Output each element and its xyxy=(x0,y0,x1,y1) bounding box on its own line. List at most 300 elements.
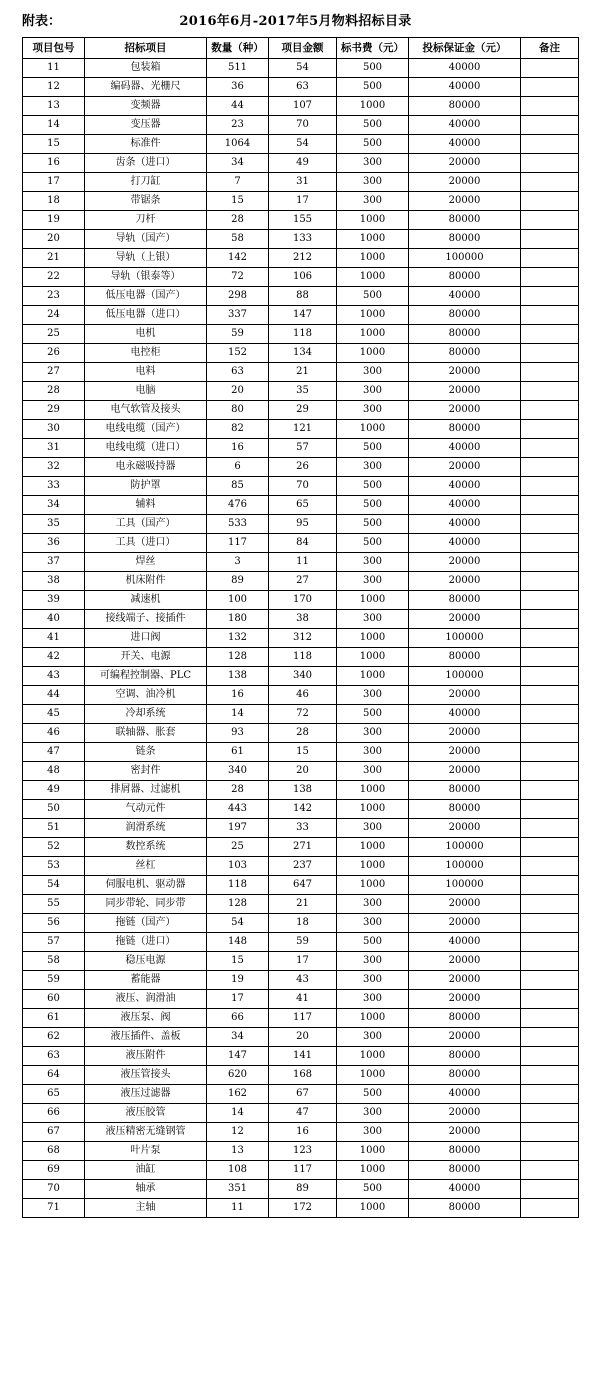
cell-remarks xyxy=(521,154,579,173)
cell-remarks xyxy=(521,439,579,458)
cell-doc-fee: 500 xyxy=(337,1180,409,1199)
table-row xyxy=(23,762,579,781)
cell-deposit: 80000 xyxy=(409,1161,521,1180)
cell-doc-fee: 1000 xyxy=(337,420,409,439)
cell-deposit: 80000 xyxy=(409,344,521,363)
cell-package-no: 20 xyxy=(23,230,85,249)
cell-deposit: 40000 xyxy=(409,515,521,534)
cell-quantity: 337 xyxy=(207,306,269,325)
cell-deposit: 20000 xyxy=(409,1123,521,1142)
cell-remarks xyxy=(521,1104,579,1123)
cell-item-name: 低压电器（进口） xyxy=(85,306,207,325)
cell-item-name: 蓄能器 xyxy=(85,971,207,990)
cell-doc-fee: 1000 xyxy=(337,97,409,116)
cell-doc-fee: 300 xyxy=(337,914,409,933)
cell-amount: 312 xyxy=(269,629,337,648)
cell-deposit: 80000 xyxy=(409,1199,521,1218)
cell-quantity: 17 xyxy=(207,990,269,1009)
cell-remarks xyxy=(521,97,579,116)
cell-remarks xyxy=(521,743,579,762)
cell-deposit: 40000 xyxy=(409,933,521,952)
cell-amount: 43 xyxy=(269,971,337,990)
cell-doc-fee: 300 xyxy=(337,1028,409,1047)
cell-quantity: 19 xyxy=(207,971,269,990)
cell-doc-fee: 500 xyxy=(337,477,409,496)
table-row xyxy=(23,553,579,572)
cell-deposit: 80000 xyxy=(409,591,521,610)
cell-deposit: 20000 xyxy=(409,724,521,743)
cell-remarks xyxy=(521,211,579,230)
cell-item-name: 液压附件 xyxy=(85,1047,207,1066)
cell-doc-fee: 1000 xyxy=(337,876,409,895)
cell-doc-fee: 1000 xyxy=(337,1199,409,1218)
cell-amount: 70 xyxy=(269,477,337,496)
cell-package-no: 59 xyxy=(23,971,85,990)
cell-remarks xyxy=(521,173,579,192)
cell-deposit: 20000 xyxy=(409,173,521,192)
cell-remarks xyxy=(521,591,579,610)
cell-item-name: 稳压电源 xyxy=(85,952,207,971)
cell-amount: 17 xyxy=(269,952,337,971)
cell-doc-fee: 300 xyxy=(337,762,409,781)
tender-catalog-table xyxy=(22,37,579,1218)
cell-package-no: 34 xyxy=(23,496,85,515)
cell-amount: 65 xyxy=(269,496,337,515)
table-row xyxy=(23,382,579,401)
cell-item-name: 丝杠 xyxy=(85,857,207,876)
table-row xyxy=(23,420,579,439)
table-row xyxy=(23,325,579,344)
cell-amount: 59 xyxy=(269,933,337,952)
cell-item-name: 油缸 xyxy=(85,1161,207,1180)
cell-remarks xyxy=(521,1199,579,1218)
table-row xyxy=(23,629,579,648)
cell-package-no: 26 xyxy=(23,344,85,363)
cell-amount: 237 xyxy=(269,857,337,876)
cell-quantity: 128 xyxy=(207,648,269,667)
cell-package-no: 38 xyxy=(23,572,85,591)
cell-remarks xyxy=(521,762,579,781)
cell-quantity: 28 xyxy=(207,211,269,230)
cell-item-name: 进口阀 xyxy=(85,629,207,648)
cell-deposit: 20000 xyxy=(409,1104,521,1123)
cell-doc-fee: 1000 xyxy=(337,648,409,667)
cell-deposit: 40000 xyxy=(409,287,521,306)
cell-amount: 118 xyxy=(269,648,337,667)
cell-remarks xyxy=(521,667,579,686)
cell-deposit: 20000 xyxy=(409,553,521,572)
table-row xyxy=(23,154,579,173)
cell-item-name: 叶片泵 xyxy=(85,1142,207,1161)
cell-amount: 271 xyxy=(269,838,337,857)
table-row xyxy=(23,1028,579,1047)
cell-item-name: 导轨（银泰等） xyxy=(85,268,207,287)
cell-doc-fee: 1000 xyxy=(337,230,409,249)
cell-remarks xyxy=(521,705,579,724)
cell-item-name: 液压精密无缝钢管 xyxy=(85,1123,207,1142)
cell-package-no: 52 xyxy=(23,838,85,857)
cell-amount: 29 xyxy=(269,401,337,420)
cell-deposit: 40000 xyxy=(409,705,521,724)
cell-amount: 133 xyxy=(269,230,337,249)
cell-deposit: 20000 xyxy=(409,1028,521,1047)
column-header-amount: 项目金额 xyxy=(269,38,337,59)
cell-deposit: 80000 xyxy=(409,306,521,325)
cell-remarks xyxy=(521,1047,579,1066)
cell-doc-fee: 300 xyxy=(337,154,409,173)
cell-quantity: 511 xyxy=(207,59,269,78)
cell-quantity: 197 xyxy=(207,819,269,838)
cell-package-no: 68 xyxy=(23,1142,85,1161)
cell-quantity: 93 xyxy=(207,724,269,743)
cell-package-no: 19 xyxy=(23,211,85,230)
column-header-doc-fee: 标书费（元） xyxy=(337,38,409,59)
cell-item-name: 焊丝 xyxy=(85,553,207,572)
cell-item-name: 气动元件 xyxy=(85,800,207,819)
table-row xyxy=(23,990,579,1009)
cell-doc-fee: 300 xyxy=(337,952,409,971)
cell-amount: 212 xyxy=(269,249,337,268)
cell-quantity: 142 xyxy=(207,249,269,268)
cell-package-no: 35 xyxy=(23,515,85,534)
cell-package-no: 23 xyxy=(23,287,85,306)
cell-doc-fee: 300 xyxy=(337,401,409,420)
cell-quantity: 25 xyxy=(207,838,269,857)
cell-item-name: 拖链（进口） xyxy=(85,933,207,952)
table-row xyxy=(23,116,579,135)
cell-doc-fee: 300 xyxy=(337,971,409,990)
cell-quantity: 298 xyxy=(207,287,269,306)
cell-package-no: 31 xyxy=(23,439,85,458)
table-row xyxy=(23,230,579,249)
cell-item-name: 刀杆 xyxy=(85,211,207,230)
column-header-item-name: 招标项目 xyxy=(85,38,207,59)
cell-package-no: 11 xyxy=(23,59,85,78)
cell-amount: 121 xyxy=(269,420,337,439)
cell-quantity: 15 xyxy=(207,192,269,211)
cell-remarks xyxy=(521,135,579,154)
cell-doc-fee: 300 xyxy=(337,572,409,591)
cell-deposit: 40000 xyxy=(409,135,521,154)
cell-amount: 647 xyxy=(269,876,337,895)
cell-amount: 72 xyxy=(269,705,337,724)
cell-package-no: 61 xyxy=(23,1009,85,1028)
cell-deposit: 20000 xyxy=(409,952,521,971)
table-row xyxy=(23,496,579,515)
cell-remarks xyxy=(521,344,579,363)
cell-deposit: 80000 xyxy=(409,268,521,287)
cell-quantity: 34 xyxy=(207,154,269,173)
column-header-quantity: 数量（种） xyxy=(207,38,269,59)
cell-item-name: 密封件 xyxy=(85,762,207,781)
table-row xyxy=(23,895,579,914)
cell-package-no: 40 xyxy=(23,610,85,629)
cell-deposit: 20000 xyxy=(409,819,521,838)
cell-item-name: 标准件 xyxy=(85,135,207,154)
cell-item-name: 电控柜 xyxy=(85,344,207,363)
cell-package-no: 24 xyxy=(23,306,85,325)
cell-package-no: 37 xyxy=(23,553,85,572)
column-header-deposit: 投标保证金（元） xyxy=(409,38,521,59)
cell-doc-fee: 1000 xyxy=(337,1009,409,1028)
cell-deposit: 80000 xyxy=(409,97,521,116)
cell-deposit: 20000 xyxy=(409,971,521,990)
cell-package-no: 53 xyxy=(23,857,85,876)
cell-remarks xyxy=(521,1028,579,1047)
cell-doc-fee: 1000 xyxy=(337,1066,409,1085)
cell-amount: 21 xyxy=(269,363,337,382)
cell-remarks xyxy=(521,838,579,857)
cell-quantity: 103 xyxy=(207,857,269,876)
cell-quantity: 351 xyxy=(207,1180,269,1199)
table-row xyxy=(23,401,579,420)
cell-remarks xyxy=(521,819,579,838)
cell-item-name: 电线电缆（进口） xyxy=(85,439,207,458)
cell-remarks xyxy=(521,876,579,895)
cell-amount: 170 xyxy=(269,591,337,610)
cell-remarks xyxy=(521,553,579,572)
cell-remarks xyxy=(521,230,579,249)
cell-doc-fee: 300 xyxy=(337,686,409,705)
cell-quantity: 14 xyxy=(207,705,269,724)
cell-item-name: 液压泵、阀 xyxy=(85,1009,207,1028)
column-header-package-no: 项目包号 xyxy=(23,38,85,59)
cell-item-name: 电机 xyxy=(85,325,207,344)
cell-remarks xyxy=(521,534,579,553)
cell-package-no: 14 xyxy=(23,116,85,135)
cell-quantity: 118 xyxy=(207,876,269,895)
cell-amount: 20 xyxy=(269,1028,337,1047)
cell-remarks xyxy=(521,914,579,933)
table-header-row xyxy=(23,38,579,59)
table-row xyxy=(23,59,579,78)
table-row xyxy=(23,686,579,705)
cell-deposit: 40000 xyxy=(409,59,521,78)
cell-amount: 67 xyxy=(269,1085,337,1104)
cell-quantity: 16 xyxy=(207,686,269,705)
table-row xyxy=(23,1142,579,1161)
cell-deposit: 20000 xyxy=(409,895,521,914)
table-row xyxy=(23,1161,579,1180)
cell-doc-fee: 1000 xyxy=(337,268,409,287)
cell-deposit: 20000 xyxy=(409,192,521,211)
cell-package-no: 63 xyxy=(23,1047,85,1066)
cell-amount: 35 xyxy=(269,382,337,401)
table-row xyxy=(23,572,579,591)
column-header-remarks: 备注 xyxy=(521,38,579,59)
table-row xyxy=(23,363,579,382)
cell-item-name: 主轴 xyxy=(85,1199,207,1218)
cell-remarks xyxy=(521,781,579,800)
cell-item-name: 电气软管及接头 xyxy=(85,401,207,420)
cell-remarks xyxy=(521,933,579,952)
cell-remarks xyxy=(521,496,579,515)
cell-item-name: 液压、润滑油 xyxy=(85,990,207,1009)
cell-deposit: 20000 xyxy=(409,762,521,781)
cell-deposit: 40000 xyxy=(409,496,521,515)
cell-package-no: 36 xyxy=(23,534,85,553)
cell-remarks xyxy=(521,990,579,1009)
cell-doc-fee: 300 xyxy=(337,192,409,211)
table-row xyxy=(23,78,579,97)
cell-remarks xyxy=(521,895,579,914)
table-row xyxy=(23,800,579,819)
title-row xyxy=(22,10,578,29)
cell-doc-fee: 300 xyxy=(337,363,409,382)
cell-doc-fee: 300 xyxy=(337,819,409,838)
cell-package-no: 45 xyxy=(23,705,85,724)
cell-deposit: 100000 xyxy=(409,857,521,876)
table-row xyxy=(23,1123,579,1142)
cell-amount: 141 xyxy=(269,1047,337,1066)
cell-package-no: 57 xyxy=(23,933,85,952)
cell-remarks xyxy=(521,648,579,667)
cell-deposit: 20000 xyxy=(409,401,521,420)
cell-deposit: 40000 xyxy=(409,1085,521,1104)
cell-deposit: 80000 xyxy=(409,781,521,800)
table-row xyxy=(23,1085,579,1104)
cell-quantity: 66 xyxy=(207,1009,269,1028)
cell-item-name: 电线电缆（国产） xyxy=(85,420,207,439)
cell-remarks xyxy=(521,458,579,477)
cell-item-name: 液压过滤器 xyxy=(85,1085,207,1104)
cell-amount: 47 xyxy=(269,1104,337,1123)
cell-amount: 21 xyxy=(269,895,337,914)
cell-package-no: 44 xyxy=(23,686,85,705)
table-row xyxy=(23,781,579,800)
cell-doc-fee: 1000 xyxy=(337,249,409,268)
cell-doc-fee: 300 xyxy=(337,553,409,572)
cell-package-no: 30 xyxy=(23,420,85,439)
cell-quantity: 63 xyxy=(207,363,269,382)
cell-item-name: 编码器、光栅尺 xyxy=(85,78,207,97)
table-row xyxy=(23,515,579,534)
cell-quantity: 147 xyxy=(207,1047,269,1066)
cell-package-no: 47 xyxy=(23,743,85,762)
cell-package-no: 27 xyxy=(23,363,85,382)
cell-quantity: 11 xyxy=(207,1199,269,1218)
cell-remarks xyxy=(521,686,579,705)
cell-quantity: 82 xyxy=(207,420,269,439)
cell-doc-fee: 1000 xyxy=(337,591,409,610)
cell-remarks xyxy=(521,572,579,591)
cell-doc-fee: 1000 xyxy=(337,838,409,857)
cell-quantity: 138 xyxy=(207,667,269,686)
cell-doc-fee: 500 xyxy=(337,933,409,952)
cell-item-name: 导轨（国产） xyxy=(85,230,207,249)
cell-quantity: 100 xyxy=(207,591,269,610)
table-row xyxy=(23,648,579,667)
cell-package-no: 58 xyxy=(23,952,85,971)
cell-quantity: 128 xyxy=(207,895,269,914)
cell-remarks xyxy=(521,59,579,78)
cell-amount: 20 xyxy=(269,762,337,781)
cell-doc-fee: 1000 xyxy=(337,800,409,819)
table-row xyxy=(23,819,579,838)
cell-quantity: 476 xyxy=(207,496,269,515)
cell-doc-fee: 1000 xyxy=(337,857,409,876)
cell-package-no: 25 xyxy=(23,325,85,344)
cell-package-no: 41 xyxy=(23,629,85,648)
table-row xyxy=(23,135,579,154)
cell-amount: 11 xyxy=(269,553,337,572)
cell-package-no: 32 xyxy=(23,458,85,477)
cell-package-no: 48 xyxy=(23,762,85,781)
cell-amount: 57 xyxy=(269,439,337,458)
cell-deposit: 20000 xyxy=(409,363,521,382)
cell-package-no: 42 xyxy=(23,648,85,667)
table-row xyxy=(23,933,579,952)
cell-deposit: 100000 xyxy=(409,667,521,686)
cell-quantity: 58 xyxy=(207,230,269,249)
table-row xyxy=(23,1066,579,1085)
table-row xyxy=(23,838,579,857)
table-row xyxy=(23,952,579,971)
cell-package-no: 16 xyxy=(23,154,85,173)
cell-quantity: 89 xyxy=(207,572,269,591)
cell-amount: 138 xyxy=(269,781,337,800)
cell-package-no: 62 xyxy=(23,1028,85,1047)
cell-doc-fee: 1000 xyxy=(337,306,409,325)
cell-package-no: 50 xyxy=(23,800,85,819)
cell-remarks xyxy=(521,1161,579,1180)
cell-doc-fee: 500 xyxy=(337,287,409,306)
cell-amount: 117 xyxy=(269,1009,337,1028)
cell-package-no: 28 xyxy=(23,382,85,401)
cell-deposit: 20000 xyxy=(409,458,521,477)
cell-doc-fee: 300 xyxy=(337,990,409,1009)
cell-quantity: 148 xyxy=(207,933,269,952)
cell-item-name: 减速机 xyxy=(85,591,207,610)
cell-item-name: 润滑系统 xyxy=(85,819,207,838)
cell-quantity: 533 xyxy=(207,515,269,534)
cell-item-name: 电脑 xyxy=(85,382,207,401)
cell-package-no: 64 xyxy=(23,1066,85,1085)
cell-deposit: 80000 xyxy=(409,325,521,344)
cell-item-name: 同步带轮、同步带 xyxy=(85,895,207,914)
cell-remarks xyxy=(521,800,579,819)
cell-deposit: 40000 xyxy=(409,477,521,496)
cell-item-name: 齿条（进口） xyxy=(85,154,207,173)
cell-amount: 33 xyxy=(269,819,337,838)
cell-doc-fee: 1000 xyxy=(337,211,409,230)
cell-quantity: 13 xyxy=(207,1142,269,1161)
table-row xyxy=(23,534,579,553)
cell-doc-fee: 300 xyxy=(337,382,409,401)
cell-item-name: 数控系统 xyxy=(85,838,207,857)
cell-item-name: 接线端子、接插件 xyxy=(85,610,207,629)
cell-package-no: 21 xyxy=(23,249,85,268)
cell-doc-fee: 300 xyxy=(337,173,409,192)
cell-amount: 89 xyxy=(269,1180,337,1199)
cell-deposit: 80000 xyxy=(409,230,521,249)
cell-remarks xyxy=(521,192,579,211)
cell-package-no: 70 xyxy=(23,1180,85,1199)
cell-package-no: 39 xyxy=(23,591,85,610)
cell-deposit: 80000 xyxy=(409,1009,521,1028)
table-header xyxy=(23,38,579,59)
cell-remarks xyxy=(521,515,579,534)
cell-item-name: 伺服电机、驱动器 xyxy=(85,876,207,895)
cell-amount: 134 xyxy=(269,344,337,363)
cell-item-name: 机床附件 xyxy=(85,572,207,591)
cell-quantity: 132 xyxy=(207,629,269,648)
cell-amount: 106 xyxy=(269,268,337,287)
cell-doc-fee: 500 xyxy=(337,116,409,135)
cell-item-name: 打刀缸 xyxy=(85,173,207,192)
cell-doc-fee: 500 xyxy=(337,59,409,78)
cell-doc-fee: 300 xyxy=(337,743,409,762)
